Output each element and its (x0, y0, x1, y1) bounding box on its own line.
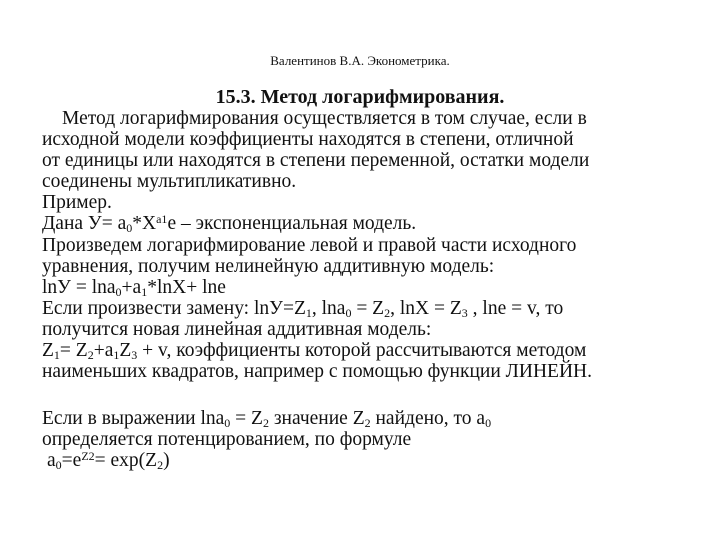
log-equation: $\ln У = \ln а_0+а_1*\ln X+ \ln e$ (42, 276, 226, 299)
paragraph-gap (42, 382, 692, 408)
section-title: 15.3. Метод логарифмирования. (215, 86, 505, 108)
paragraph-line: Произведем логарифмирование левой и правой части исходного (42, 234, 577, 256)
paragraph-line: Метод логарифмирования осуществляется в том случае, если в (62, 108, 587, 129)
paragraph-line: исходной модели коэффициенты находятся в степени, отличной (42, 129, 574, 151)
document-header: Валентинов В.А. Эконометрика. (270, 53, 450, 68)
condition-line: Если в выражении $\ln а_0 = Z_2$ значение $Z_2$ найдено, то $а_0$ (42, 408, 492, 431)
final-formula: $а_0=e^{Z2}= \exp(Z_2)$ (47, 449, 170, 473)
replacement-line: Если произвести замену: $\ln У=Z_1$, $\ln а_0 = Z_2$, $\ln X = Z_3$ , lne = v, то (42, 297, 564, 320)
paragraph-line: определяется потенцированием, по формуле (42, 429, 412, 451)
document-body (42, 108, 692, 472)
linear-model-equation: $Z_1= Z_2+а_1Z_3 + v$, коэффициенты которой рассчитываются методом (42, 340, 587, 363)
paragraph-line: соединены мультипликативно. (42, 171, 297, 193)
example-label: Пример. (42, 192, 112, 214)
model-definition: Дана $У= а_0*Х^{a1}e$ – экспоненциальная модель. (42, 212, 417, 236)
paragraph-line: получится новая линейная аддитивная модель: (42, 318, 432, 340)
paragraph-line: от единицы или находятся в степени переменной, остатки модели (42, 150, 590, 172)
paragraph-line: наименьших квадратов, например с помощью функции ЛИНЕЙН. (42, 361, 592, 383)
paragraph-line: уравнения, получим нелинейную аддитивную модель: (42, 255, 495, 277)
